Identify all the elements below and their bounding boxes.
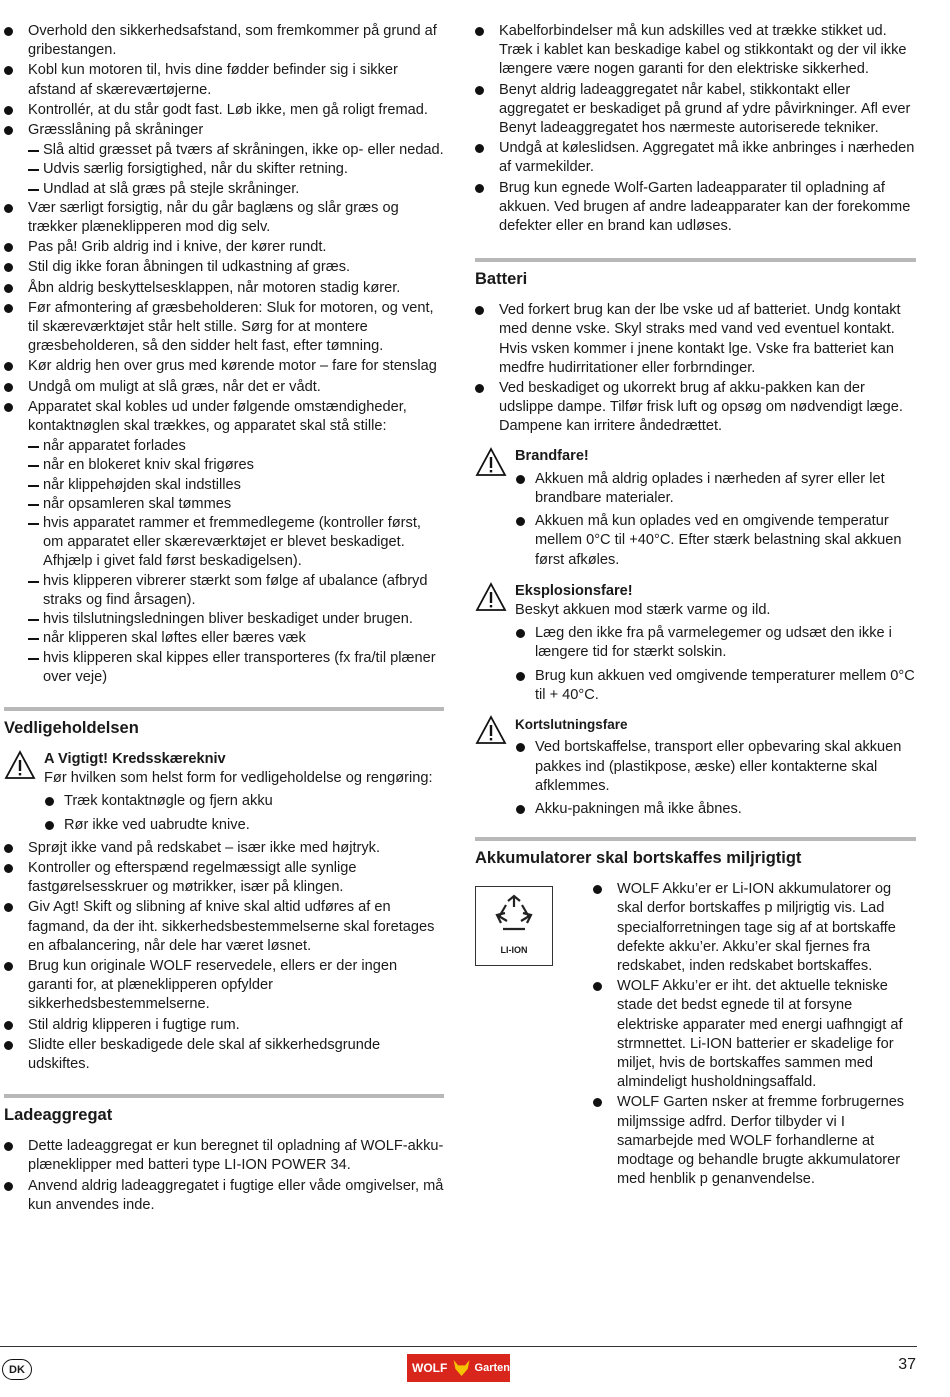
list-item: Før afmontering af græsbeholderen: Sluk for motoren, og vent, til skæreværktøjet står helt stille. Sørg for at montere græsbeholderen, så den sidder helt fast, efter tømning. <box>4 299 444 357</box>
battery-title: Batteri <box>475 270 528 289</box>
bullet-icon <box>516 743 525 752</box>
disposal-block <box>475 880 916 1189</box>
list-item: WOLF Akku’er er Li-ION akkumulatorer og skal derfor bortskaffes p miljrigtig vis. Lad specialforretningen tage sig af at bortskaffe defekte akku’er. Akku’er skal fjernes fra redskabet, inden redskabet bortskaffes. <box>593 880 916 976</box>
disposal-title: Akkumulatorer skal bortskaffes miljrigtigt <box>475 849 802 868</box>
list-item: Kontroller og efterspænd regelmæssigt alle synlige fastgørelsesskruer og møtrikker, især på klingen. <box>4 859 444 897</box>
dash-icon <box>28 150 39 152</box>
safety-list <box>4 22 444 687</box>
dash-icon <box>28 189 39 191</box>
warning-title: Kortslutningsfare <box>515 717 628 733</box>
list-item: Stil aldrig klipperen i fugtige rum. <box>4 1016 444 1035</box>
dash-item: når apparatet forlades <box>4 437 444 456</box>
bullet-icon <box>516 475 525 484</box>
list-item: Ved beskadiget og ukorrekt brug af akku-pakken kan der udslippe dampe. Tilfør frisk luft og opsøg om nødvendigt læge. Dampene kan irritere åndedrættet. <box>475 379 916 437</box>
bullet-icon <box>4 864 13 873</box>
dash-icon <box>28 638 39 640</box>
dash-icon <box>28 658 39 660</box>
bullet-icon <box>4 126 13 135</box>
bullet-icon <box>593 1098 602 1107</box>
list-item: Sprøjt ikke vand på redskabet – især ikke med højtryk. <box>4 839 444 858</box>
list-item: Akku-pakningen må ikke åbnes. <box>475 800 916 819</box>
bullet-icon <box>4 403 13 412</box>
section-divider <box>475 837 916 841</box>
wolf-head-icon <box>451 1356 472 1380</box>
dash-item: når opsamleren skal tømmes <box>4 495 444 514</box>
warning-title: A Vigtigt! Kredsskærekniv <box>44 750 226 767</box>
dash-icon <box>28 504 39 506</box>
bullet-icon <box>516 805 525 814</box>
bullet-icon <box>4 844 13 853</box>
dash-icon <box>28 169 39 171</box>
list-item: Stil dig ikke foran åbningen til udkastning af græs. <box>4 258 444 277</box>
bullet-icon <box>475 27 484 36</box>
bullet-icon <box>593 982 602 991</box>
bullet-icon <box>475 306 484 315</box>
bullet-icon <box>4 27 13 36</box>
section-divider <box>4 1094 444 1098</box>
warning-text: Beskyt akkuen mod stærk varme og ild. <box>515 602 771 619</box>
list-item: Dette ladeaggregat er kun beregnet til opladning af WOLF-akku-plæneklipper med batteri type LI-ION POWER 34. <box>4 1137 444 1175</box>
maintenance-warning <box>4 750 444 788</box>
list-item: Rør ikke ved uabrudte knive. <box>4 816 444 835</box>
warning-title: Brandfare! <box>515 447 589 464</box>
battery-section <box>475 258 916 819</box>
warning-icon <box>4 750 36 780</box>
right-column <box>475 22 916 1190</box>
bullet-icon <box>4 362 13 371</box>
fire-warning <box>475 447 916 466</box>
footer-divider <box>0 1346 917 1347</box>
dash-icon <box>28 485 39 487</box>
dash-item: når klippehøjden skal indstilles <box>4 476 444 495</box>
warning-text: Før hvilken som helst form for vedligeholdelse og rengøring: <box>44 770 433 787</box>
list-item: Apparatet skal kobles ud under følgende omstændigheder, kontaktnøglen skal trækkes, og apparatet skal stå stille: <box>4 398 444 436</box>
dash-item: hvis tilslutningsledningen bliver beskadiget under brugen. <box>4 610 444 629</box>
dash-item: hvis klipperen vibrerer stærkt som følge af ubalance (afbryd straks og find årsagen). <box>4 572 444 610</box>
dash-item: Slå altid græsset på tværs af skråningen, ikke op- eller nedad. <box>4 141 444 160</box>
brand-garten: Garten <box>474 1362 510 1374</box>
bullet-icon <box>4 1182 13 1191</box>
dash-item: hvis klipperen skal kippes eller transporteres (fx fra/til plæner over veje) <box>4 649 444 687</box>
brand-wolf: WOLF <box>412 1361 448 1375</box>
maintenance-section <box>4 707 444 1074</box>
dash-icon <box>28 619 39 621</box>
bullet-icon <box>4 263 13 272</box>
charger-title: Ladeaggregat <box>4 1106 113 1125</box>
bullet-icon <box>4 284 13 293</box>
list-item: Giv Agt! Skift og slibning af knive skal altid udføres af en fagmand, da der iht. sikkerhedsbestemmelserne skal foretages en afbalancering, når dele har været løsnet. <box>4 898 444 956</box>
dash-icon <box>28 465 39 467</box>
list-item: Brug kun akkuen ved omgivende temperaturer mellem 0°C til + 40°C. <box>475 667 916 705</box>
list-item: Benyt aldrig ladeaggregatet når kabel, stikkontakt eller aggregatet er beskadiget på grund af ydre påvirkninger. Afl ever Benyt ladeaggregatet hos nærmeste autoriserede tekniker. <box>475 81 916 139</box>
dash-icon <box>28 446 39 448</box>
bullet-icon <box>475 86 484 95</box>
page-number: 37 <box>898 1356 916 1373</box>
bullet-icon <box>4 66 13 75</box>
bullet-icon <box>475 144 484 153</box>
list-item: Kobl kun motoren til, hvis dine fødder befinder sig i sikker afstand af skæreværtøjerne. <box>4 61 444 99</box>
bullet-icon <box>4 962 13 971</box>
short-circuit-warning <box>475 715 916 734</box>
brand-logo <box>407 1354 510 1382</box>
maintenance-title: Vedligeholdelsen <box>4 718 139 737</box>
list-item: Anvend aldrig ladeaggregatet i fugtige eller våde omgivelser, må kun anvendes inde. <box>4 1177 444 1215</box>
list-item: Brug kun egnede Wolf-Garten ladeapparater til opladning af akkuen. Ved brugen af andre ladeapparater kan der forekomme defekter eller en brand kan udløses. <box>475 179 916 237</box>
dash-item: når klipperen skal løftes eller bæres væk <box>4 629 444 648</box>
bullet-icon <box>516 629 525 638</box>
dash-item: Udvis særlig forsigtighed, når du skifter retning. <box>4 160 444 179</box>
list-item: Græsslåning på skråninger <box>4 121 444 140</box>
list-item: Ved bortskaffelse, transport eller opbevaring skal akkuen pakkes ind (plastikpose, æske) eller kontakterne skal afklemmes. <box>475 738 916 796</box>
dash-icon <box>28 523 39 525</box>
list-item: Vær særligt forsigtig, når du går baglæns og slår græs og trækker plæneklipperen mod dig selv. <box>4 199 444 237</box>
list-item: Træk kontaktnøgle og fjern akku <box>4 792 444 811</box>
list-item: Akkuen må kun oplades ved en omgivende temperatur mellem 0°C til +40°C. Efter stærk belastning skal akkuen først afkøles. <box>475 512 916 570</box>
list-item: WOLF Garten nsker at fremme forbrugernes miljmssige adfrd. Derfor tilbyder vi I samarbejde med WOLF forhandlerne at modtage og behandle brugte akkumulatorer med henblik p genanvendelse. <box>593 1093 916 1189</box>
bullet-icon <box>4 1021 13 1030</box>
bullet-icon <box>4 204 13 213</box>
bullet-icon <box>4 903 13 912</box>
bullet-icon <box>4 1041 13 1050</box>
bullet-icon <box>516 672 525 681</box>
list-item: Slidte eller beskadigede dele skal af sikkerhedsgrunde udskiftes. <box>4 1036 444 1074</box>
country-badge: DK <box>2 1359 32 1380</box>
dash-item: når en blokeret kniv skal frigøres <box>4 456 444 475</box>
bullet-icon <box>516 517 525 526</box>
bullet-icon <box>45 797 54 806</box>
list-item: Ved forkert brug kan der lbe vske ud af batteriet. Undg kontakt med denne vske. Skyl straks med vand ved eventuel kontakt. Hvis vsken kommer i jnene kontakt lge. Vske fra batteriet kan medfre hudirritationer eller forbrndinger. <box>475 301 916 378</box>
explosion-warning <box>475 582 916 620</box>
list-item: Læg den ikke fra på varmelegemer og udsæt den ikke i længere tid for stærkt solskin. <box>475 624 916 662</box>
bullet-icon <box>45 821 54 830</box>
list-item: WOLF Akku’er er iht. det aktuelle tekniske stade det bedst egnede til at forsyne elektriske apparater med energi uafhngigt af strmnettet. Li-ION batterier er skadelige for miljet, hvis de bortskaffes sammen med almindeligt husholdningsaffald. <box>593 977 916 1092</box>
bullet-icon <box>4 383 13 392</box>
recycle-icon <box>491 893 537 939</box>
bullet-icon <box>475 184 484 193</box>
list-item: Pas på! Grib aldrig ind i knive, der kører rundt. <box>4 238 444 257</box>
logo-label: LI-ION <box>500 944 528 955</box>
charger-section <box>4 1094 444 1215</box>
warning-title: Eksplosionsfare! <box>515 582 633 599</box>
bullet-icon <box>475 384 484 393</box>
dash-item: Undlad at slå græs på stejle skråninger. <box>4 180 444 199</box>
list-item: Kør aldrig hen over grus med kørende motor – fare for stenslag <box>4 357 444 376</box>
dash-item: hvis apparatet rammer et fremmedlegeme (kontroller først, om apparatet eller skæreværktøjet er blevet beskadiget. Afhjælp i givet fald først beskadigelsen). <box>4 514 444 572</box>
bullet-icon <box>4 1142 13 1151</box>
section-divider <box>475 258 916 262</box>
list-item: Kontrollér, at du står godt fast. Løb ikke, men gå roligt fremad. <box>4 101 444 120</box>
list-item: Akkuen må aldrig oplades i nærheden af syrer eller let brandbare materialer. <box>475 470 916 508</box>
left-column <box>4 22 444 1216</box>
bullet-icon <box>4 243 13 252</box>
bullet-icon <box>593 885 602 894</box>
list-item: Åbn aldrig beskyttelsesklappen, når motoren stadig kører. <box>4 279 444 298</box>
section-divider <box>4 707 444 711</box>
recycle-logo <box>475 886 553 966</box>
dash-icon <box>28 581 39 583</box>
list-item: Overhold den sikkerhedsafstand, som fremkommer på grund af gribestangen. <box>4 22 444 60</box>
warning-icon <box>475 582 507 612</box>
list-item: Undgå at køleslidsen. Aggregatet må ikke anbringes i nærheden af varmekilder. <box>475 139 916 177</box>
disposal-section <box>475 837 916 1189</box>
bullet-icon <box>4 304 13 313</box>
list-item: Brug kun originale WOLF reservedele, ellers er der ingen garanti for, at plæneklipperen opfylder sikkerhedsbestemmelserne. <box>4 957 444 1015</box>
bullet-icon <box>4 106 13 115</box>
list-item: Undgå om muligt at slå græs, når det er vådt. <box>4 378 444 397</box>
list-item: Kabelforbindelser må kun adskilles ved at trække stikket ud. Træk i kablet kan beskadige kabel og stikkontakt og der vil ikke længere være nogen garanti for den elektriske sikkerhed. <box>475 22 916 80</box>
